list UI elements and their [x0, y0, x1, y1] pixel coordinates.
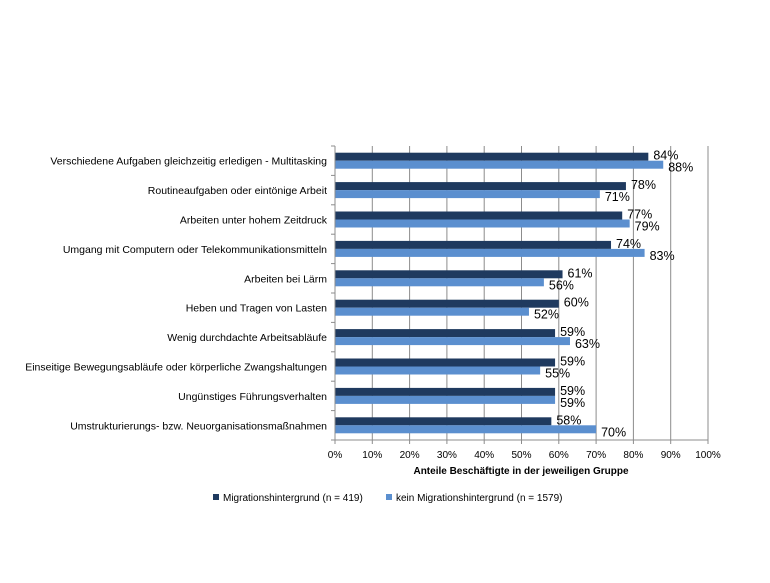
data-label-no-migration: 59% — [560, 395, 586, 410]
bar-migration — [335, 270, 563, 278]
data-label-no-migration: 56% — [548, 278, 574, 293]
bar-migration — [335, 329, 555, 337]
data-label-no-migration: 79% — [634, 219, 660, 234]
data-label-no-migration: 52% — [533, 307, 559, 322]
bar-no-migration — [335, 220, 630, 228]
bar-no-migration — [335, 161, 663, 169]
data-label-migration: 61% — [567, 266, 593, 281]
data-label-migration: 77% — [627, 207, 653, 222]
data-label-no-migration: 88% — [668, 160, 694, 175]
data-label-migration: 78% — [630, 178, 656, 193]
x-tick-label: 70% — [586, 450, 607, 461]
bar-no-migration — [335, 396, 555, 404]
category-label: Einseitige Bewegungsabläufe oder körperliche Zwangshaltungen — [25, 361, 327, 374]
data-label-migration: 84% — [653, 148, 679, 163]
legend-label-no-migration: kein Migrationshintergrund (n = 1579) — [396, 493, 563, 504]
category-label: Umstrukturierungs- bzw. Neuorganisationsmaßnahmen — [70, 420, 327, 433]
data-label-no-migration: 71% — [604, 190, 630, 205]
bar-no-migration — [335, 190, 600, 198]
x-tick-label: 10% — [362, 450, 383, 461]
data-label-no-migration: 55% — [545, 366, 571, 381]
legend — [213, 493, 562, 504]
data-label-migration: 59% — [560, 325, 586, 340]
category-label: Umgang mit Computern oder Telekommunikationsmitteln — [62, 243, 327, 256]
data-label-migration: 60% — [563, 295, 589, 310]
x-tick-label: 20% — [399, 450, 420, 461]
category-label: Ungünstiges Führungsverhalten — [178, 390, 327, 403]
bar-migration — [335, 182, 626, 190]
category-label: Verschiedene Aufgaben gleichzeitig erledigen - Multitasking — [50, 155, 327, 168]
category-label: Arbeiten bei Lärm — [244, 273, 327, 286]
data-label-no-migration: 70% — [601, 425, 627, 440]
bar-no-migration — [335, 278, 544, 286]
data-label-no-migration: 63% — [574, 337, 601, 352]
bar-migration — [335, 388, 555, 396]
x-tick-label: 0% — [327, 450, 343, 461]
bar-migration — [335, 417, 551, 425]
x-tick-label: 40% — [474, 450, 495, 461]
bar-migration — [335, 300, 559, 308]
bar-migration — [335, 241, 611, 249]
x-tick-label: 100% — [695, 450, 721, 461]
category-label: Wenig durchdachte Arbeitsabläufe — [167, 332, 327, 345]
x-tick-label: 80% — [623, 450, 644, 461]
category-label: Heben und Tragen von Lasten — [185, 302, 327, 315]
bar-no-migration — [335, 308, 529, 316]
x-axis-title: Anteile Beschäftigte in der jeweiligen Gruppe — [413, 466, 629, 477]
data-label-no-migration: 83% — [649, 248, 675, 263]
category-label: Arbeiten unter hohem Zeitdruck — [179, 214, 327, 227]
bar-no-migration — [335, 337, 570, 345]
bar-migration — [335, 153, 648, 161]
legend-swatch-no-migration — [386, 494, 392, 500]
bar-no-migration — [335, 249, 645, 257]
bar-migration — [335, 359, 555, 367]
legend-swatch-migration — [213, 494, 219, 500]
legend-label-migration: Migrationshintergrund (n = 419) — [223, 493, 363, 504]
x-tick-label: 30% — [436, 450, 457, 461]
category-label: Routineaufgaben oder eintönige Arbeit — [147, 185, 327, 198]
x-tick-label: 50% — [511, 450, 532, 461]
bar-no-migration — [335, 367, 540, 375]
data-label-migration: 59% — [560, 383, 586, 398]
data-label-migration: 58% — [556, 413, 582, 428]
bar-migration — [335, 212, 622, 220]
data-label-migration: 59% — [560, 354, 586, 369]
x-tick-label: 60% — [548, 450, 569, 461]
data-label-migration: 74% — [616, 236, 642, 251]
x-tick-label: 90% — [660, 450, 681, 461]
